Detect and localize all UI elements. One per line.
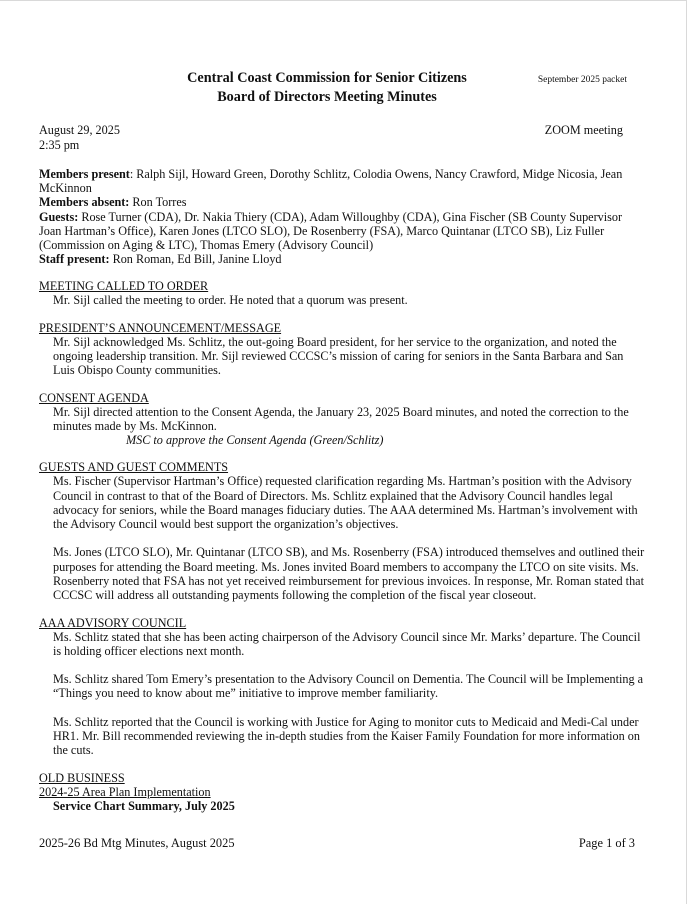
members-absent-list: Ron Torres (129, 195, 187, 210)
meeting-location: ZOOM meeting (544, 123, 623, 137)
section-paragraph: Mr. Sijl called the meeting to order. He noted that a quorum was present. (53, 293, 408, 308)
section-heading: PRESIDENT’S ANNOUNCEMENT/MESSAGE (39, 320, 282, 335)
section-advisory-council (39, 616, 645, 758)
section-paragraph: Ms. Schlitz reported that the Council is working with Justice for Aging to monitor cuts to Medicaid and Medi-Cal under HR1. Mr. Bill recommended reviewing the in-depth studies from the Kaiser Family Foundation for more information on the cuts. (53, 714, 640, 758)
section-paragraph: Mr. Sijl directed attention to the Consent Agenda, the January 23, 2025 Board minutes, and noted the correction to the minutes made by Ms. McKinnon. (53, 404, 629, 433)
document-subtitle: Board of Directors Meeting Minutes (217, 89, 437, 105)
attendance-block (39, 167, 645, 266)
packet-label: September 2025 packet (537, 75, 627, 85)
members-absent (39, 195, 645, 209)
section-paragraph: Mr. Sijl acknowledged Ms. Schlitz, the out-going Board president, for her service to the organization, and noted the ongoing leadership transition. Mr. Sijl reviewed CCCSC’s mission of caring for seniors in the Santa Barbara and San Luis Obispo County communities. (53, 334, 624, 378)
section-heading: CONSENT AGENDA (39, 390, 149, 405)
page-top-border (0, 0, 687, 1)
footer-page-number: Page 1 of 3 (578, 836, 635, 850)
page-footer (39, 836, 635, 852)
section-heading: MEETING CALLED TO ORDER (39, 279, 209, 294)
guests-list: Rose Turner (CDA), Dr. Nakia Thiery (CDA), Adam Willoughby (CDA), Gina Fischer (SB County Supervisor Joan Hartman’s Office), Karen Jones (LTCO SLO), De Rosenberry (FSA), Marco Quintanar (LTCO SB), Liz Fuller (Commission on Aging & LTC), Thomas Emery (Advisory Council) (39, 209, 623, 253)
guests-present (39, 210, 645, 253)
section-consent-agenda (39, 391, 645, 448)
guests-label: Guests: (39, 209, 79, 224)
staff-present (39, 252, 645, 266)
section-heading: GUESTS AND GUEST COMMENTS (39, 460, 229, 475)
staff-label: Staff present: (39, 252, 110, 267)
section-old-business (39, 771, 645, 814)
document-title: Central Coast Commission for Senior Citizens (187, 70, 467, 86)
section-paragraph: Ms. Jones (LTCO SLO), Mr. Quintanar (LTCO SB), and Ms. Rosenberry (FSA) introduced themselves and outlined their purposes for attending the Board meeting. Ms. Jones invited Board members to accompany the LTCO on site visits. Ms. Rosenberry noted that FSA has not yet received reimbursement for previous invoices. In response, Mr. Roman stated that CCCSC will address all outstanding payments following the completion of the fiscal year closeout. (53, 545, 645, 603)
section-paragraph: Ms. Fischer (Supervisor Hartman’s Office) requested clarification regarding Ms. Hartman’s position with the Advisory Council in contrast to that of the Board of Directors. Ms. Schlitz explained that the Advisory Council handles legal advocacy for seniors, while the Board manages fiduciary duties. The AAA determined Ms. Hartman’s involvement with the Advisory Council would best support the organization’s objectives. (53, 474, 638, 532)
footer-document-name: 2025-26 Bd Mtg Minutes, August 2025 (39, 836, 235, 850)
section-heading: AAA ADVISORY COUNCIL (39, 615, 187, 630)
section-paragraph: Ms. Schlitz shared Tom Emery’s presentation to the Advisory Council on Dementia. The Council will be Implementing a “Things you need to know about me” initiative to improve member familiarity. (53, 672, 644, 701)
section-call-to-order (39, 279, 645, 307)
meeting-date-row (39, 123, 645, 138)
section-president-message (39, 321, 645, 378)
motion-text: MSC to approve the Consent Agenda (Green/Schlitz) (126, 433, 384, 448)
section-paragraph: Ms. Schlitz stated that she has been acting chairperson of the Advisory Council since Mr. Marks’ departure. The Council is holding officer elections next month. (53, 629, 641, 658)
meeting-time: 2:35 pm (39, 138, 80, 152)
members-present (39, 167, 645, 195)
members-present-label: Members present (39, 167, 130, 181)
members-absent-label: Members absent: (39, 195, 130, 210)
section-guest-comments (39, 460, 645, 602)
section-heading: OLD BUSINESS (39, 770, 125, 785)
members-present-list: : Ralph Sijl, Howard Green, Dorothy Schlitz, Colodia Owens, Nancy Crawford, Midge Nicosia, Jean McKinnon (39, 167, 623, 196)
meeting-date: August 29, 2025 (39, 123, 120, 137)
subsection-item: Service Chart Summary, July 2025 (53, 798, 235, 813)
subsection-heading: 2024-25 Area Plan Implementation (39, 784, 211, 799)
document-page (39, 70, 645, 814)
document-header (39, 70, 645, 112)
page-right-border (686, 0, 687, 904)
staff-list: Ron Roman, Ed Bill, Janine Lloyd (109, 252, 282, 267)
